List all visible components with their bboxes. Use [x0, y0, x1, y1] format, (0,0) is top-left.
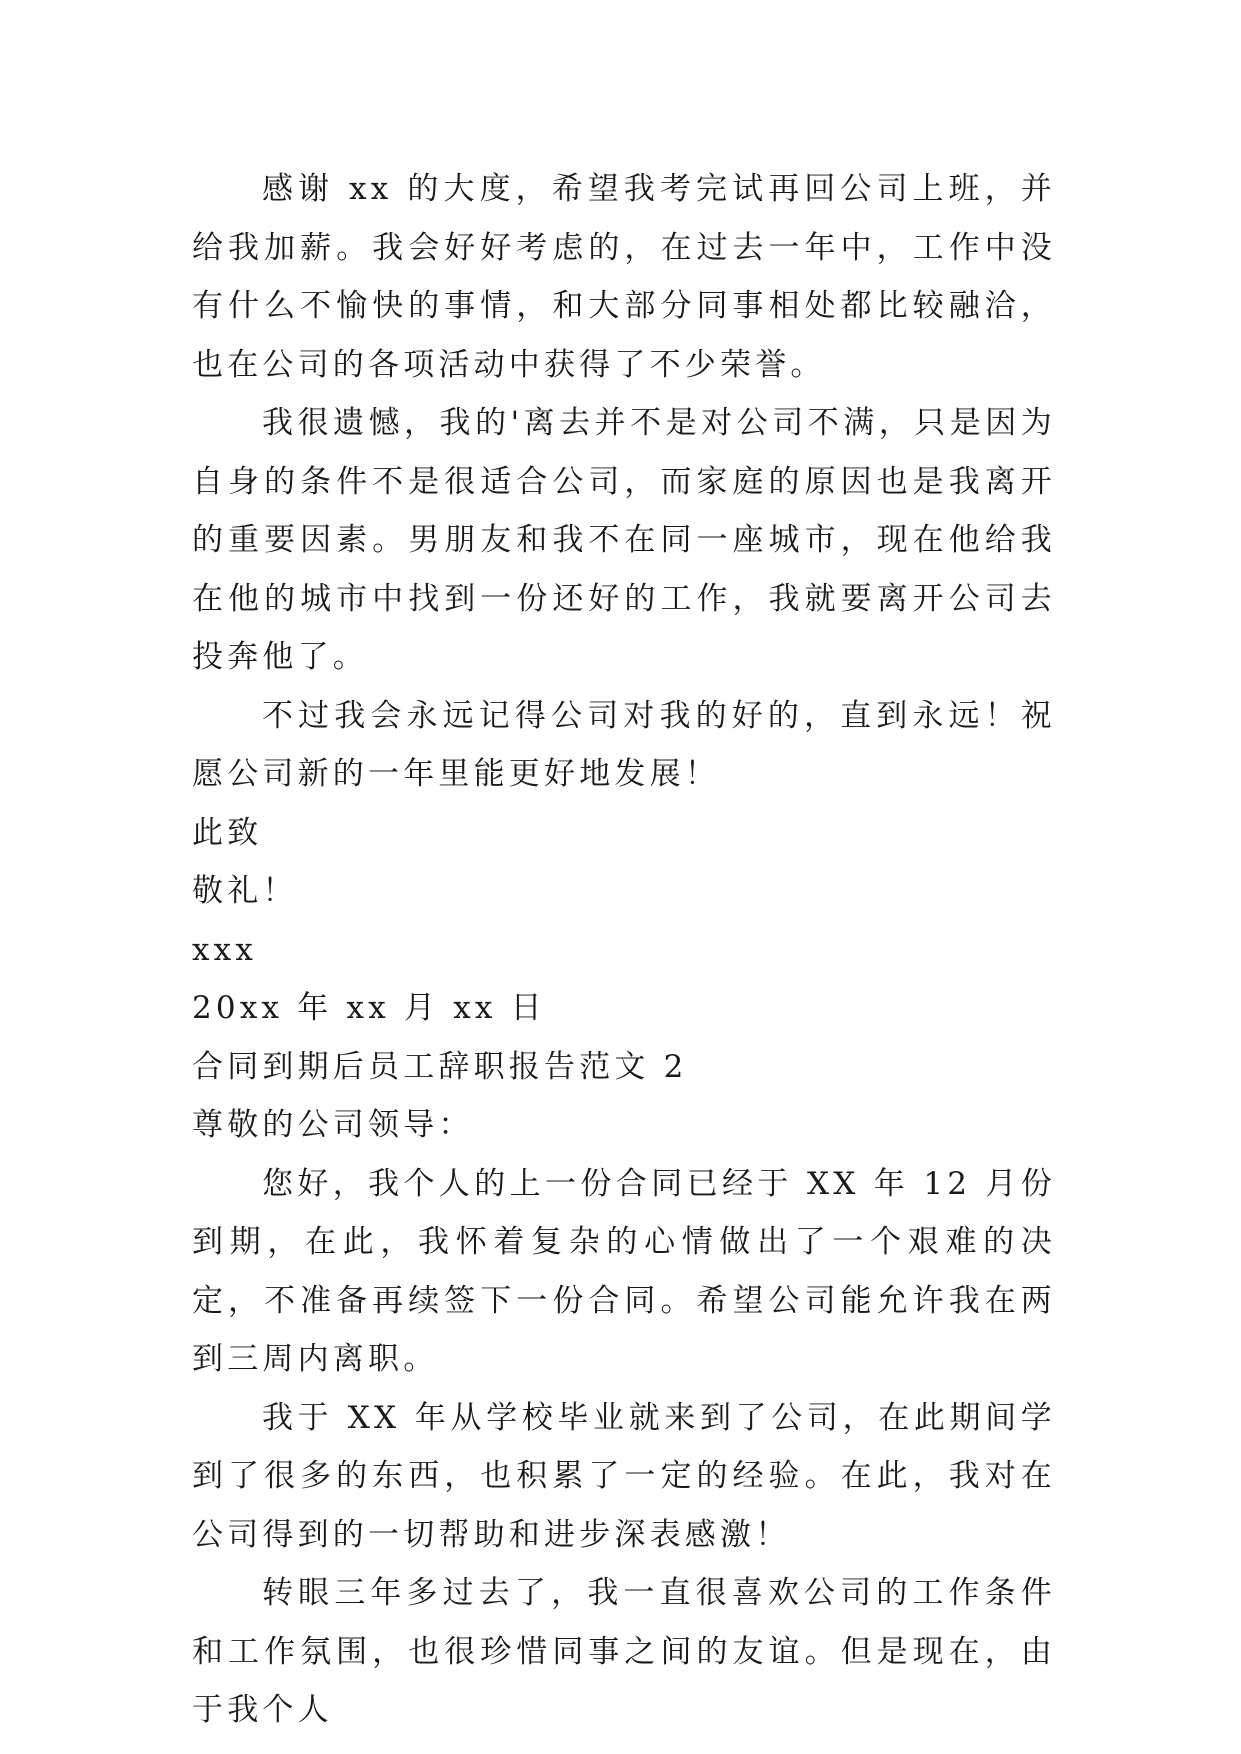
salutation: 尊敬的公司领导：	[192, 1107, 474, 1143]
paragraph-three-years: 转眼三年多过去了，我一直很喜欢公司的工作条件和工作氛围，也很珍惜同事之间的友谊。但是现在，由于我个人	[192, 1575, 1056, 1728]
signature: xxx	[192, 931, 258, 968]
closing-greeting: 此致	[192, 814, 263, 851]
paragraph-regret: 我很遗憾，我的'离去并不是对公司不满，只是因为自身的条件不是很适合公司，而家庭的原因也是我离开的重要因素。男朋友和我不在同一座城市，现在他给我在他的城市中找到一份还好的工作，我就要离开公司去投奔他了。	[192, 405, 1056, 675]
paragraph-graduation: 我于 XX 年从学校毕业就来到了公司，在此期间学到了很多的东西，也积累了一定的经验。在此，我对在公司得到的一切帮助和进步深表感激！	[192, 1399, 1056, 1553]
document-body	[192, 160, 1056, 1740]
date-line: 20xx 年 xx 月 xx 日	[192, 990, 546, 1026]
paragraph-contract: 您好，我个人的上一份合同已经于 XX 年 12 月份到期，在此，我怀着复杂的心情做出了一个艰难的决定，不准备再续签下一份合同。希望公司能允许我在两到三周内离职。	[192, 1165, 1056, 1377]
section-title: 合同到期后员工辞职报告范文 2	[192, 1048, 688, 1085]
paragraph-wishes: 不过我会永远记得公司对我的好的，直到永远！祝愿公司新的一年里能更好地发展！	[192, 697, 1056, 792]
closing-salute: 敬礼！	[192, 873, 298, 909]
paragraph-thanks: 感谢 xx 的大度，希望我考完试再回公司上班，并给我加薪。我会好好考虑的，在过去一年中，工作中没有什么不愉快的事情，和大部分同事相处都比较融洽，也在公司的各项活动中获得了不少荣誉。	[192, 171, 1056, 383]
